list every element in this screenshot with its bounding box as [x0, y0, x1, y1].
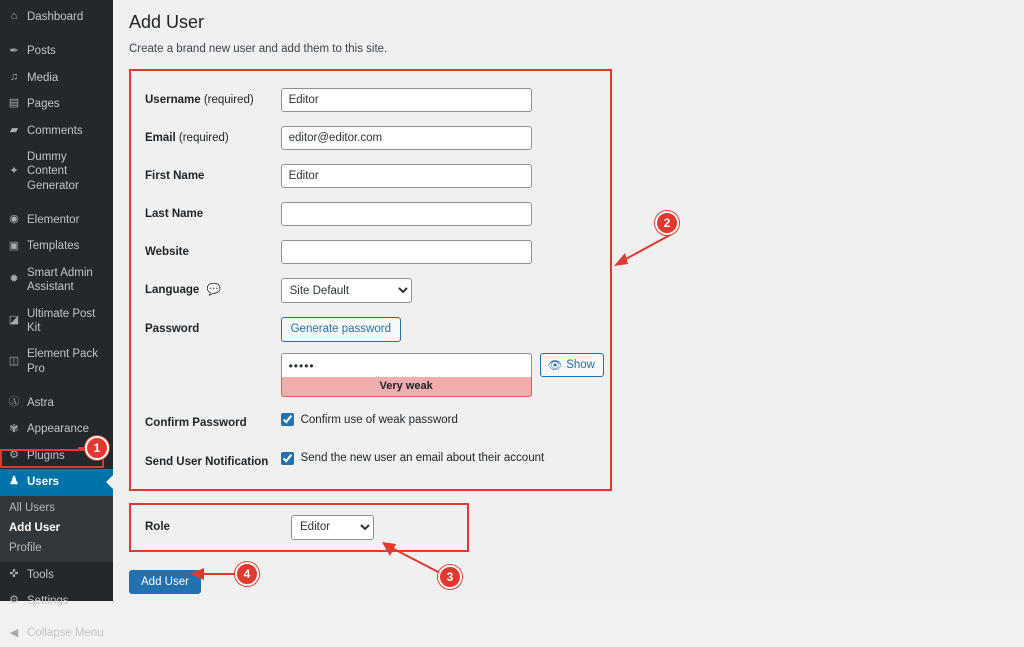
dashboard-icon: ⌂	[10, 10, 18, 23]
sidebar-item-dummy-content-generator[interactable]	[0, 144, 113, 199]
first-name-input[interactable]	[281, 164, 532, 188]
field-row-confirm-password	[131, 404, 610, 442]
sidebar-item-tools[interactable]	[0, 562, 113, 588]
elementpack-icon: ◫	[8, 354, 20, 367]
sidebar-item-label: Pages	[27, 98, 60, 111]
show-password-button[interactable]	[540, 353, 604, 377]
show-password-label: Show	[566, 359, 595, 372]
sidebar-item-label: Appearance	[27, 423, 90, 436]
sidebar-item-label: Astra	[27, 397, 54, 409]
field-row-language	[131, 271, 610, 310]
page-description: Create a brand new user and add them to this site.	[129, 43, 388, 55]
language-select[interactable]	[281, 278, 412, 303]
sidebar-item-label: Dashboard	[27, 11, 84, 23]
submenu-label: Profile	[9, 541, 42, 554]
user-fields-table	[131, 81, 610, 481]
plug-icon: ⚙	[9, 449, 19, 462]
send-notification-checkbox[interactable]	[281, 452, 294, 465]
submenu-label: Add User	[9, 521, 61, 534]
field-row-role	[131, 513, 467, 542]
sidebar-item-element-pack-pro[interactable]	[0, 341, 113, 382]
send-notification-row[interactable]	[281, 450, 604, 465]
pin-icon: ✒	[9, 44, 19, 57]
submit-row	[129, 570, 1024, 594]
templates-icon: ▣	[8, 239, 20, 252]
wrench-icon: ✹	[9, 273, 19, 286]
sidebar-item-settings[interactable]	[0, 588, 113, 614]
label-last-name: Last Name	[145, 208, 204, 221]
sidebar-item-label: Tools	[27, 568, 54, 581]
sidebar-item-posts[interactable]	[0, 38, 113, 64]
label-password: Password	[145, 323, 200, 336]
sidebar-divider	[0, 382, 113, 390]
sidebar-item-smart-admin-assistant[interactable]	[0, 260, 113, 301]
field-row-password	[131, 310, 610, 404]
add-user-form	[129, 69, 612, 491]
comments-icon: ▰	[9, 123, 19, 136]
add-user-button[interactable]: Add User	[129, 570, 201, 594]
submenu-label: All Users	[9, 501, 56, 514]
sidebar-item-label: Smart Admin Assistant	[27, 266, 93, 294]
website-input[interactable]	[281, 240, 532, 264]
sidebar-item-elementor[interactable]	[0, 207, 113, 233]
users-submenu	[0, 496, 113, 562]
field-row-email	[131, 119, 610, 157]
send-notification-label: Send the new user an email about their account	[300, 452, 545, 464]
label-email: Email (required)	[145, 132, 229, 145]
sidebar-item-templates[interactable]	[0, 233, 113, 259]
collapse-menu-button[interactable]	[0, 620, 113, 646]
submenu-item-add-user[interactable]	[0, 518, 113, 538]
field-row-send-notification	[131, 443, 610, 481]
sidebar-item-comments[interactable]	[0, 118, 113, 144]
label-language: Language 💬	[131, 271, 281, 310]
field-row-website	[131, 233, 610, 271]
sidebar-item-label: Plugins	[27, 449, 65, 462]
pages-icon: ▤	[8, 97, 20, 110]
last-name-input[interactable]	[281, 202, 532, 226]
sidebar-item-pages[interactable]	[0, 91, 113, 117]
media-icon: ♫	[9, 71, 19, 84]
page-title: Add User	[129, 12, 205, 32]
sidebar-item-label: Elementor	[27, 214, 80, 226]
sidebar-item-label: Templates	[27, 240, 80, 253]
label-first-name: First Name	[145, 170, 205, 183]
label-confirm-password: Confirm Password	[145, 417, 247, 430]
sidebar-item-ultimate-post-kit[interactable]	[0, 301, 113, 342]
password-strength-indicator: Very weak	[281, 377, 532, 397]
username-input[interactable]	[281, 88, 532, 112]
sidebar-item-label: Posts	[27, 45, 56, 58]
admin-sidebar	[0, 0, 113, 640]
sidebar-item-label: Media	[27, 71, 59, 84]
confirm-weak-password-row[interactable]	[281, 411, 604, 426]
email-input[interactable]	[281, 126, 532, 150]
eye-icon: 👁	[547, 360, 563, 373]
sidebar-item-label: Settings	[27, 594, 69, 607]
sidebar-item-label: Users	[27, 476, 59, 489]
astra-icon: Ⓐ	[8, 396, 20, 409]
active-arrow-icon	[106, 475, 113, 489]
sidebar-item-label: Element Pack Pro	[27, 348, 98, 375]
generate-password-button[interactable]: Generate password	[281, 317, 401, 342]
label-role: Role	[145, 520, 170, 533]
sidebar-item-label: Comments	[27, 124, 83, 137]
sidebar-item-astra[interactable]	[0, 390, 113, 416]
annotation-badge-2: 2	[655, 211, 679, 235]
tools-icon: ✜	[9, 567, 19, 580]
settings-icon: ⚙	[9, 594, 19, 607]
password-field-wrap	[281, 353, 532, 397]
brush-icon: ✾	[9, 422, 19, 435]
sidebar-divider	[0, 199, 113, 207]
field-row-username	[131, 81, 610, 119]
users-icon: ♟	[9, 475, 19, 488]
sidebar-item-dashboard[interactable]	[0, 4, 113, 30]
elementor-icon: ◉	[9, 213, 19, 226]
sidebar-item-label: Dummy Content Generator	[27, 150, 79, 192]
role-select[interactable]	[291, 515, 374, 540]
main-content	[113, 0, 1024, 601]
submenu-item-all-users[interactable]	[0, 498, 113, 518]
password-input[interactable]	[281, 353, 532, 377]
sidebar-item-label: Ultimate Post Kit	[27, 307, 96, 334]
sidebar-divider	[0, 30, 113, 38]
annotation-badge-3: 3	[438, 565, 462, 589]
annotation-badge-1: 1	[85, 436, 109, 460]
collapse-menu-label: Collapse Menu	[27, 627, 104, 640]
postkit-icon: ◪	[8, 314, 20, 326]
field-row-first-name	[131, 157, 610, 195]
label-website: Website	[145, 246, 189, 259]
label-username: Username (required)	[145, 94, 254, 106]
sidebar-item-users[interactable]	[0, 469, 113, 495]
generator-icon: ✦	[9, 164, 19, 177]
confirm-weak-password-checkbox[interactable]	[281, 413, 294, 426]
field-row-last-name	[131, 195, 610, 233]
confirm-weak-password-label: Confirm use of weak password	[300, 413, 458, 426]
submenu-item-profile[interactable]	[0, 538, 113, 558]
annotation-badge-4: 4	[235, 562, 259, 586]
sidebar-item-media[interactable]	[0, 65, 113, 91]
collapse-icon: ◀	[9, 626, 19, 639]
translate-icon: 💬	[206, 284, 221, 297]
label-send-user-notification: Send User Notification	[145, 455, 269, 468]
